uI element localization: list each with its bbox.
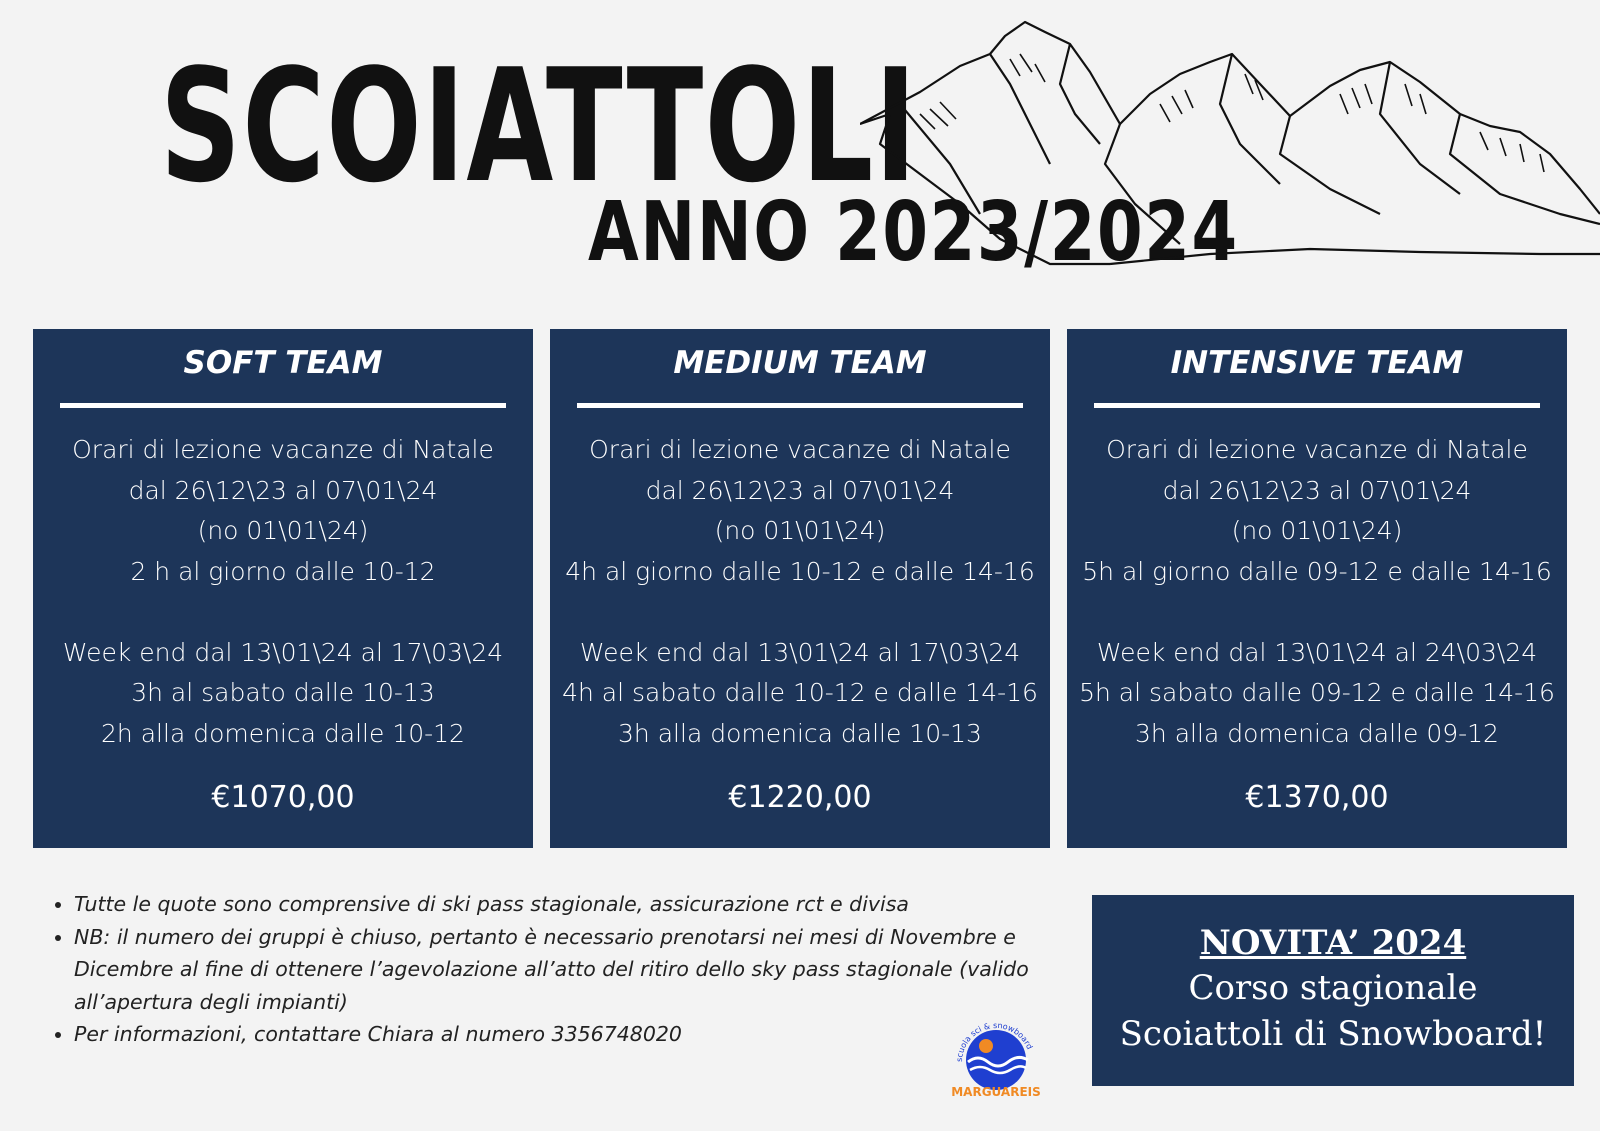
novita-title: NOVITA’ 2024 (1199, 923, 1467, 963)
notes-list (46, 888, 1056, 1051)
schedule-line: Week end dal 13\01\24 al 24\03\24 (1096, 637, 1538, 667)
logo-name: MARGUAREIS (951, 1085, 1041, 1099)
schedule-line: (no 01\01\24) (1231, 516, 1403, 545)
schedule-line: 3h al sabato dalle 10-13 (131, 678, 435, 707)
schedule-line: Week end dal 13\01\24 al 17\03\24 (579, 637, 1021, 667)
schedule (33, 430, 533, 754)
card-title: SOFT TEAM (183, 345, 383, 381)
schedule-line: 5h al giorno dalle 09-12 e dalle 14-16 (1082, 556, 1552, 586)
schedule-line: dal 26\12\23 al 07\01\24 (645, 475, 955, 505)
schedule-line: dal 26\12\23 al 07\01\24 (1162, 475, 1472, 505)
divider (1094, 403, 1540, 408)
schedule-line: dal 26\12\23 al 07\01\24 (128, 475, 438, 505)
price: €1370,00 (1245, 780, 1389, 815)
schedule-line: 2h alla domenica dalle 10-12 (101, 718, 465, 748)
note-item: • NB: il numero dei gruppi è chiuso, pertanto è necessario prenotarsi nei mesi di Novembre e Dicembre al fine di ottenere l’agevolazione all’atto del ritiro dello sky pass stagionale (valido all’apertura degli impianti) (74, 921, 1056, 1019)
note-item: • Per informazioni, contattare Chiara al numero 3356748020 (74, 1018, 1056, 1051)
novita-line: Corso stagionale (1188, 968, 1478, 1008)
card-title: MEDIUM TEAM (673, 345, 927, 381)
schedule-line: 4h al giorno dalle 10-12 e dalle 14-16 (565, 556, 1035, 586)
page-title: SCOIATTOLI (160, 35, 918, 217)
schedule-line: Week end dal 13\01\24 al 17\03\24 (62, 637, 504, 667)
novita-box (1092, 895, 1574, 1086)
schedule-line: 5h al sabato dalle 09-12 e dalle 14-16 (1079, 678, 1555, 707)
logo-arc-text: scuola sci & snowboard (954, 1020, 1035, 1063)
card-intensive-team (1067, 329, 1567, 848)
card-title: INTENSIVE TEAM (1170, 345, 1464, 381)
divider (577, 403, 1023, 408)
schedule (1067, 430, 1567, 754)
divider (60, 403, 506, 408)
schedule-line: Orari di lezione vacanze di Natale (1106, 435, 1528, 464)
note-item: • Tutte le quote sono comprensive di ski pass stagionale, assicurazione rct e divisa (74, 888, 1056, 921)
schedule-line: Orari di lezione vacanze di Natale (72, 435, 494, 464)
card-soft-team (33, 329, 533, 848)
price: €1070,00 (211, 780, 355, 815)
novita-line: Scoiattoli di Snowboard! (1119, 1014, 1547, 1054)
schedule (550, 430, 1050, 754)
mountains-illustration (860, 14, 1600, 274)
schedule-line: 3h alla domenica dalle 10-13 (618, 718, 982, 748)
schedule-line: (no 01\01\24) (714, 516, 886, 545)
schedule-line: 4h al sabato dalle 10-12 e dalle 14-16 (562, 678, 1038, 707)
schedule-line: (no 01\01\24) (197, 516, 369, 545)
card-medium-team (550, 329, 1050, 848)
schedule-line: Orari di lezione vacanze di Natale (589, 435, 1011, 464)
price: €1220,00 (728, 780, 872, 815)
schedule-line: 2 h al giorno dalle 10-12 (130, 556, 436, 586)
marguareis-logo (948, 1010, 1044, 1100)
schedule-line: 3h alla domenica dalle 09-12 (1135, 718, 1499, 748)
page-subtitle: ANNO 2023/2024 (588, 185, 1239, 280)
